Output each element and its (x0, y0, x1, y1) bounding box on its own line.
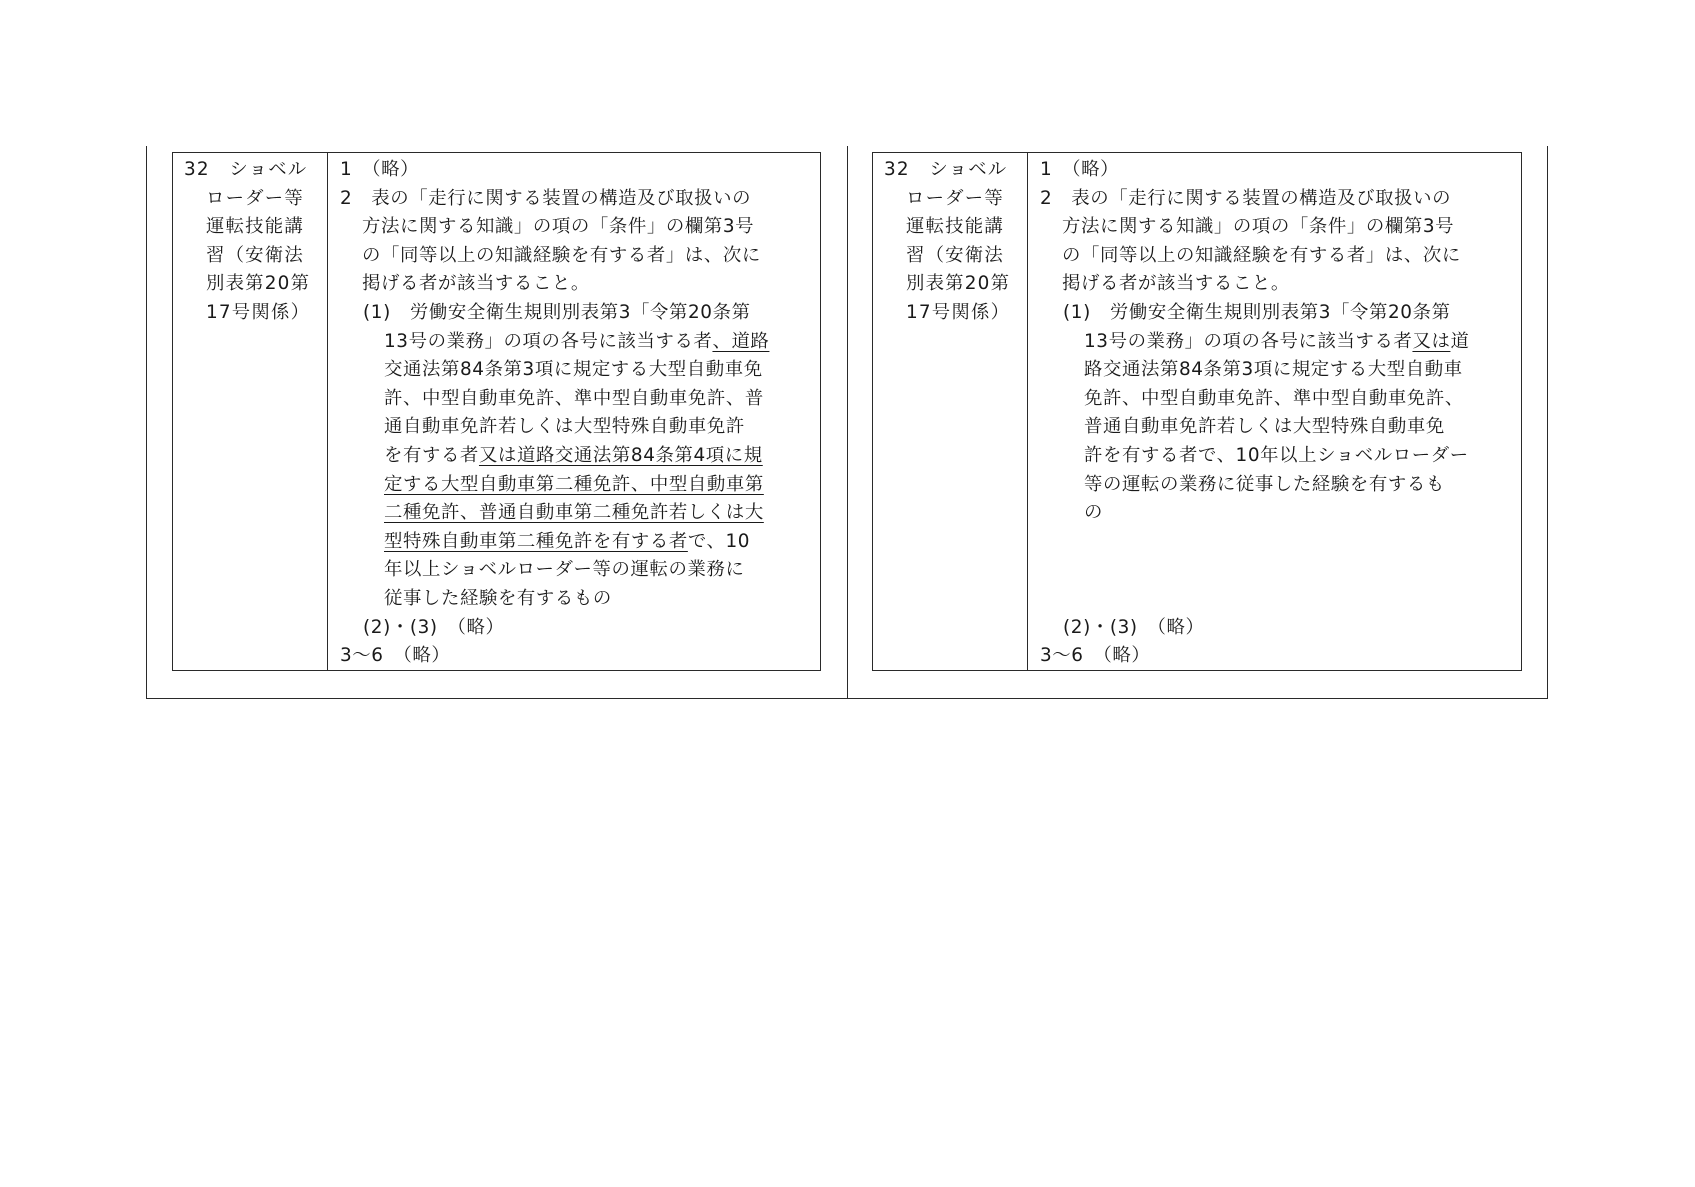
amended-text: 型特殊自動車第二種免許を有する者 (384, 530, 688, 552)
sub-item-1-line (1040, 328, 1511, 357)
text-run: で、10 (687, 530, 751, 552)
item-1: 1 （略） (1040, 159, 1120, 180)
sub-item-1-line: 許を有する者で、10年以上ショベルローダー (1084, 444, 1469, 466)
sub-items-2-3: (2)・(3) （略） (1063, 616, 1205, 638)
item-2-line: 方法に関する知識」の項の「条件」の欄第3号 (1062, 216, 1455, 238)
provision-cell (1028, 153, 1521, 670)
sub-item-1-line: 交通法第84条第3項に規定する大型自動車免 (384, 359, 763, 381)
course-name-line: 17号関係） (906, 301, 1011, 323)
revised-table (172, 152, 821, 671)
course-name-line: 別表第20第 (206, 273, 311, 295)
text-run: 13号の業務」の項の各号に該当する者 (384, 330, 713, 352)
course-name-cell (873, 153, 1028, 670)
amended-text: 定する大型自動車第二種免許、中型自動車第 (384, 473, 764, 495)
course-name-cell (173, 153, 328, 670)
item-2-line: 掲げる者が該当すること。 (362, 273, 590, 295)
item-2-line: 2 表の「走行に関する装置の構造及び取扱いの (340, 187, 752, 209)
course-name-line: ローダー等 (906, 187, 1004, 209)
sub-item-1-head: (1) 労働安全衛生規則別表第3「令第20条第 (1063, 301, 1451, 323)
course-name-line: 32 ショベル (184, 159, 308, 180)
amended-text: 、道路 (712, 330, 770, 352)
sub-item-1-line: 路交通法第84条第3項に規定する大型自動車 (1084, 359, 1463, 381)
sub-item-1-line: 従事した経験を有するもの (384, 587, 612, 609)
course-name-line: 32 ショベル (884, 159, 1008, 180)
sub-item-1-line: の (1084, 502, 1103, 524)
item-2-line: の「同等以上の知識経験を有する者」は、次に (1062, 244, 1461, 266)
sub-item-1-line (340, 442, 810, 471)
item-2-line: 掲げる者が該当すること。 (1062, 273, 1290, 295)
course-name-line: 習（安衛法 (906, 244, 1004, 266)
sub-item-1-head: (1) 労働安全衛生規則別表第3「令第20条第 (363, 301, 751, 323)
blank-space (1040, 528, 1511, 557)
provision-cell (328, 153, 820, 670)
sub-item-1-line (340, 328, 810, 357)
item-1: 1 （略） (340, 159, 420, 180)
sub-item-1-line: 許、中型自動車免許、準中型自動車免許、普 (384, 387, 764, 409)
course-name-line: 17号関係） (206, 301, 311, 323)
comparison-divider (847, 146, 848, 699)
item-2-line: 方法に関する知識」の項の「条件」の欄第3号 (362, 216, 755, 238)
text-run: を有する者 (384, 444, 479, 466)
sub-item-1-line: 等の運転の業務に従事した経験を有するも (1084, 473, 1445, 495)
blank-space (1040, 585, 1511, 614)
text-run: 道 (1450, 330, 1470, 352)
course-name-line: 運転技能講 (906, 216, 1004, 238)
course-name-line: 習（安衛法 (206, 244, 304, 266)
text-run: 13号の業務」の項の各号に該当する者 (1084, 330, 1413, 352)
sub-item-1-line: 年以上ショベルローダー等の運転の業務に (384, 559, 745, 581)
course-name-line: 運転技能講 (206, 216, 304, 238)
sub-items-2-3: (2)・(3) （略） (363, 616, 505, 638)
sub-item-1-line: 免許、中型自動車免許、準中型自動車免許、 (1084, 387, 1464, 409)
items-3-6: 3～6 （略） (340, 645, 451, 667)
sub-item-1-line (340, 471, 810, 500)
sub-item-1-line: 通自動車免許若しくは大型特殊自動車免許 (384, 416, 745, 438)
amended-text: 又は道路交通法第84条第4項に規 (478, 444, 763, 466)
amended-text: 又は (1412, 330, 1451, 352)
item-2-line: 2 表の「走行に関する装置の構造及び取扱いの (1040, 187, 1452, 209)
items-3-6: 3～6 （略） (1040, 645, 1151, 667)
amended-text: 二種免許、普通自動車第二種免許若しくは大 (384, 502, 764, 524)
blank-space (1040, 556, 1511, 585)
current-table (872, 152, 1522, 671)
sub-item-1-line (340, 499, 810, 528)
sub-item-1-line: 普通自動車免許若しくは大型特殊自動車免 (1084, 416, 1445, 438)
item-2-line: の「同等以上の知識経験を有する者」は、次に (362, 244, 761, 266)
course-name-line: ローダー等 (206, 187, 304, 209)
sub-item-1-line (340, 528, 810, 557)
course-name-line: 別表第20第 (906, 273, 1011, 295)
